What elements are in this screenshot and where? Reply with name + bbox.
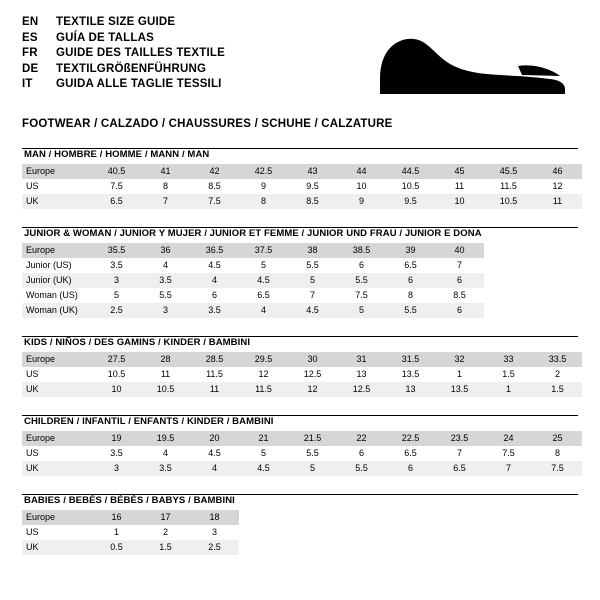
size-cell: 3.5 bbox=[190, 303, 239, 318]
size-cell: 1 bbox=[113, 527, 119, 537]
size-cell: 37.5 bbox=[239, 243, 288, 258]
row-label: US bbox=[26, 527, 39, 537]
size-cell: 44.5 bbox=[386, 164, 435, 179]
size-cell: 4 bbox=[162, 260, 168, 270]
row-label: US bbox=[26, 181, 39, 191]
size-cell: 4 bbox=[190, 273, 239, 288]
size-cell: 5.5 bbox=[386, 303, 435, 318]
size-cell: 9.5 bbox=[386, 194, 435, 209]
size-table bbox=[22, 164, 582, 209]
row-label: Europe bbox=[22, 352, 92, 367]
size-cell: 5 bbox=[288, 273, 337, 288]
size-cell: 11 bbox=[160, 369, 171, 379]
size-cell: 6.5 bbox=[435, 461, 484, 476]
size-block bbox=[22, 494, 578, 555]
size-cell: 41 bbox=[141, 164, 190, 179]
size-cell: 24 bbox=[484, 431, 533, 446]
size-cell: 5.5 bbox=[306, 260, 319, 270]
size-cell: 2.5 bbox=[190, 540, 239, 555]
size-block-title: JUNIOR & WOMAN / JUNIOR Y MUJER / JUNIOR ET FEMME / JUNIOR UND FRAU / JUNIOR E DONA bbox=[24, 228, 482, 239]
size-cell: 2.5 bbox=[92, 303, 141, 318]
size-cell: 4.5 bbox=[288, 303, 337, 318]
size-cell: 9.5 bbox=[306, 181, 319, 191]
size-cell: 38.5 bbox=[337, 243, 386, 258]
size-cell: 38 bbox=[288, 243, 337, 258]
language-row bbox=[22, 78, 225, 94]
size-cell: 16 bbox=[92, 510, 141, 525]
language-row bbox=[22, 16, 225, 32]
size-cell: 4.5 bbox=[239, 273, 288, 288]
table-row bbox=[22, 243, 484, 258]
size-table-body bbox=[22, 243, 484, 318]
table-row bbox=[22, 525, 239, 540]
size-cell: 7 bbox=[456, 260, 462, 270]
size-cell: 10.5 bbox=[401, 181, 420, 191]
size-cell: 23.5 bbox=[435, 431, 484, 446]
language-text: TEXTILE SIZE GUIDE bbox=[56, 16, 176, 28]
size-cell: 8 bbox=[239, 194, 288, 209]
table-row bbox=[22, 431, 582, 446]
size-cell: 10 bbox=[435, 194, 484, 209]
language-code: ES bbox=[22, 31, 38, 44]
size-cell: 31.5 bbox=[386, 352, 435, 367]
size-cell: 6.5 bbox=[404, 448, 417, 458]
row-label: Woman (US) bbox=[26, 290, 78, 300]
row-label: UK bbox=[22, 194, 92, 209]
size-cell: 7 bbox=[309, 290, 315, 300]
size-cell: 3 bbox=[92, 461, 141, 476]
size-cell: 5.5 bbox=[337, 461, 386, 476]
size-cell: 8 bbox=[554, 448, 560, 458]
size-cell: 4.5 bbox=[208, 260, 221, 270]
size-cell: 32 bbox=[435, 352, 484, 367]
size-cell: 7.5 bbox=[110, 181, 123, 191]
row-label: Woman (UK) bbox=[22, 303, 92, 318]
size-cell: 19 bbox=[92, 431, 141, 446]
size-cell: 21.5 bbox=[288, 431, 337, 446]
size-cell: 46 bbox=[533, 164, 582, 179]
language-text: GUIDE DES TAILLES TEXTILE bbox=[56, 47, 225, 59]
size-cell: 3 bbox=[211, 527, 217, 537]
size-table-body bbox=[22, 352, 582, 397]
table-row bbox=[22, 510, 239, 525]
size-cell: 7.5 bbox=[533, 461, 582, 476]
size-cell: 5 bbox=[288, 461, 337, 476]
size-cell: 2 bbox=[162, 527, 168, 537]
size-cell: 11.5 bbox=[239, 382, 288, 397]
size-block-title: MAN / HOMBRE / HOMME / MANN / MAN bbox=[24, 149, 210, 160]
size-cell: 9 bbox=[260, 181, 266, 191]
size-block bbox=[22, 415, 578, 476]
row-label: US bbox=[26, 369, 39, 379]
size-cell: 7.5 bbox=[355, 290, 368, 300]
size-cell: 21 bbox=[239, 431, 288, 446]
size-cell: 42 bbox=[190, 164, 239, 179]
size-cell: 4 bbox=[162, 448, 168, 458]
row-label: Europe bbox=[22, 510, 92, 525]
size-cell: 7 bbox=[141, 194, 190, 209]
size-cell: 7 bbox=[456, 448, 462, 458]
table-row bbox=[22, 258, 484, 273]
size-cell: 1.5 bbox=[141, 540, 190, 555]
size-cell: 8 bbox=[162, 181, 168, 191]
row-label: UK bbox=[22, 461, 92, 476]
size-cell: 10.5 bbox=[141, 382, 190, 397]
language-code: DE bbox=[22, 62, 39, 75]
size-cell: 8 bbox=[407, 290, 413, 300]
language-code: EN bbox=[22, 16, 39, 28]
size-cell: 31 bbox=[337, 352, 386, 367]
language-title-list bbox=[22, 16, 225, 94]
size-table bbox=[22, 431, 582, 476]
size-cell: 6 bbox=[386, 461, 435, 476]
size-cell: 6.5 bbox=[92, 194, 141, 209]
language-row bbox=[22, 32, 225, 48]
size-cell: 5.5 bbox=[159, 290, 172, 300]
size-cell: 11 bbox=[533, 194, 582, 209]
size-cell: 12.5 bbox=[337, 382, 386, 397]
row-label: Europe bbox=[22, 164, 92, 179]
size-cell: 0.5 bbox=[92, 540, 141, 555]
language-row bbox=[22, 47, 225, 63]
size-cell: 22 bbox=[337, 431, 386, 446]
size-cell: 44 bbox=[337, 164, 386, 179]
size-cell: 3.5 bbox=[141, 461, 190, 476]
size-cell: 8.5 bbox=[208, 181, 221, 191]
size-cell: 7 bbox=[484, 461, 533, 476]
table-row bbox=[22, 540, 239, 555]
document-header bbox=[22, 16, 578, 108]
table-row bbox=[22, 288, 484, 303]
size-cell: 7.5 bbox=[190, 194, 239, 209]
size-table-body bbox=[22, 510, 239, 555]
size-cell: 36 bbox=[141, 243, 190, 258]
size-cell: 6.5 bbox=[404, 260, 417, 270]
row-label: UK bbox=[22, 540, 92, 555]
size-blocks bbox=[22, 148, 578, 555]
size-cell: 5.5 bbox=[337, 273, 386, 288]
table-row bbox=[22, 461, 582, 476]
size-cell: 10 bbox=[92, 382, 141, 397]
language-text: TEXTILGRÖßENFÜHRUNG bbox=[56, 62, 207, 75]
row-label: UK bbox=[22, 382, 92, 397]
language-title-body bbox=[22, 16, 225, 94]
size-cell: 11 bbox=[190, 382, 239, 397]
size-cell: 1.5 bbox=[502, 369, 515, 379]
size-cell: 6.5 bbox=[257, 290, 270, 300]
table-row bbox=[22, 352, 582, 367]
language-code: FR bbox=[22, 47, 38, 59]
size-cell: 3.5 bbox=[110, 448, 123, 458]
size-cell: 4 bbox=[190, 461, 239, 476]
size-cell: 6 bbox=[386, 273, 435, 288]
size-cell: 5 bbox=[260, 448, 266, 458]
language-text: GUÍA DE TALLAS bbox=[56, 31, 154, 44]
table-row bbox=[22, 164, 582, 179]
size-cell: 11.5 bbox=[500, 181, 517, 191]
row-label: Europe bbox=[22, 431, 92, 446]
size-cell: 3 bbox=[92, 273, 141, 288]
size-cell: 22.5 bbox=[386, 431, 435, 446]
size-block bbox=[22, 227, 578, 318]
size-table bbox=[22, 243, 484, 318]
size-cell: 35.5 bbox=[92, 243, 141, 258]
size-cell: 18 bbox=[190, 510, 239, 525]
size-cell: 17 bbox=[141, 510, 190, 525]
size-cell: 6 bbox=[358, 260, 364, 270]
size-cell: 19.5 bbox=[141, 431, 190, 446]
size-cell: 33.5 bbox=[533, 352, 582, 367]
language-row bbox=[22, 63, 225, 79]
size-cell: 28.5 bbox=[190, 352, 239, 367]
language-code: IT bbox=[22, 78, 33, 90]
category-title: FOOTWEAR / CALZADO / CHAUSSURES / SCHUHE / CALZATURE bbox=[22, 118, 393, 130]
table-row bbox=[22, 194, 582, 209]
size-cell: 11.5 bbox=[206, 369, 223, 379]
table-row bbox=[22, 179, 582, 194]
size-cell: 20 bbox=[190, 431, 239, 446]
size-cell: 5 bbox=[260, 260, 266, 270]
size-cell: 12.5 bbox=[303, 369, 322, 379]
size-cell: 12 bbox=[552, 181, 563, 191]
size-cell: 27.5 bbox=[92, 352, 141, 367]
table-row bbox=[22, 382, 582, 397]
size-cell: 4 bbox=[239, 303, 288, 318]
size-cell: 12 bbox=[258, 369, 269, 379]
size-block-title: BABIES / BEBÉS / BÉBÉS / BABYS / BAMBINI bbox=[24, 495, 235, 506]
size-cell: 30 bbox=[288, 352, 337, 367]
size-cell: 10.5 bbox=[484, 194, 533, 209]
size-cell: 29.5 bbox=[239, 352, 288, 367]
size-cell: 40 bbox=[435, 243, 484, 258]
row-label: Junior (UK) bbox=[22, 273, 92, 288]
size-block-title: KIDS / NIÑOS / DES GAMINS / KINDER / BAMBINI bbox=[24, 337, 251, 348]
size-cell: 2 bbox=[554, 369, 560, 379]
size-cell: 11 bbox=[454, 181, 465, 191]
size-cell: 42.5 bbox=[239, 164, 288, 179]
row-label: US bbox=[26, 448, 39, 458]
size-table-body bbox=[22, 431, 582, 476]
size-cell: 45 bbox=[435, 164, 484, 179]
size-cell: 13 bbox=[356, 369, 367, 379]
size-cell: 6 bbox=[435, 273, 484, 288]
size-cell: 5.5 bbox=[306, 448, 319, 458]
size-cell: 6 bbox=[358, 448, 364, 458]
size-block bbox=[22, 148, 578, 209]
size-cell: 36.5 bbox=[190, 243, 239, 258]
size-cell: 5 bbox=[113, 290, 119, 300]
size-cell: 43 bbox=[288, 164, 337, 179]
size-cell: 6 bbox=[435, 303, 484, 318]
dress-shoe-icon bbox=[372, 32, 572, 102]
size-cell: 7.5 bbox=[502, 448, 515, 458]
size-table bbox=[22, 510, 239, 555]
size-cell: 3.5 bbox=[110, 260, 123, 270]
size-cell: 9 bbox=[337, 194, 386, 209]
language-text: GUIDA ALLE TAGLIE TESSILI bbox=[56, 78, 222, 90]
size-block bbox=[22, 336, 578, 397]
size-cell: 13 bbox=[386, 382, 435, 397]
table-row bbox=[22, 367, 582, 382]
table-row bbox=[22, 273, 484, 288]
row-label: Junior (US) bbox=[26, 260, 72, 270]
size-cell: 5 bbox=[337, 303, 386, 318]
table-row bbox=[22, 446, 582, 461]
size-cell: 3 bbox=[141, 303, 190, 318]
size-cell: 40.5 bbox=[92, 164, 141, 179]
size-cell: 1 bbox=[456, 369, 462, 379]
size-table-body bbox=[22, 164, 582, 209]
size-cell: 10.5 bbox=[107, 369, 126, 379]
size-cell: 8.5 bbox=[453, 290, 466, 300]
table-row bbox=[22, 303, 484, 318]
size-cell: 4.5 bbox=[208, 448, 221, 458]
size-cell: 8.5 bbox=[288, 194, 337, 209]
size-cell: 45.5 bbox=[484, 164, 533, 179]
size-cell: 4.5 bbox=[239, 461, 288, 476]
size-cell: 12 bbox=[288, 382, 337, 397]
size-cell: 28 bbox=[141, 352, 190, 367]
size-cell: 39 bbox=[386, 243, 435, 258]
size-block-title: CHILDREN / INFANTIL / ENFANTS / KINDER / BAMBINI bbox=[24, 416, 274, 427]
size-cell: 1.5 bbox=[533, 382, 582, 397]
row-label: Europe bbox=[22, 243, 92, 258]
size-cell: 3.5 bbox=[141, 273, 190, 288]
size-cell: 10 bbox=[356, 181, 367, 191]
size-cell: 33 bbox=[484, 352, 533, 367]
size-cell: 13.5 bbox=[401, 369, 420, 379]
size-cell: 6 bbox=[211, 290, 217, 300]
size-cell: 1 bbox=[484, 382, 533, 397]
size-table bbox=[22, 352, 582, 397]
size-cell: 25 bbox=[533, 431, 582, 446]
size-cell: 13.5 bbox=[435, 382, 484, 397]
